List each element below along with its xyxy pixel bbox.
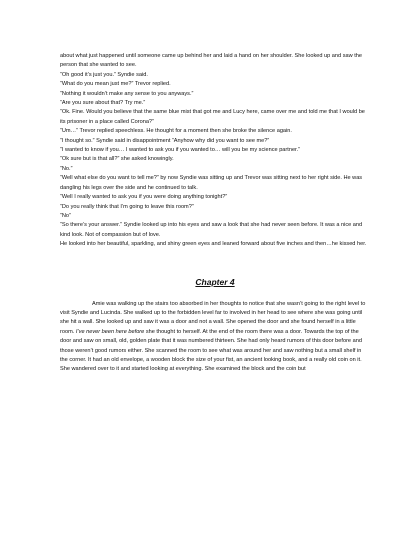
story-paragraph: “Ok. Fine. Would you believe that the same blue mist that got me and Lucy here, came over me and told me that I would be its prisoner in a place called Corona?” — [60, 109, 365, 125]
story-paragraph: “Ok sure but is that all?” she asked knowingly. — [60, 156, 174, 163]
story-paragraph: “Do you really think that I’m going to leave this room?” — [60, 203, 194, 210]
story-paragraph: “Nothing it wouldn’t make any sense to you anyways.” — [60, 90, 194, 97]
story-paragraph: about what just happened until someone came up behind her and laid a hand on her shoulder. She looked up and saw the person that she wanted to see. — [60, 53, 362, 69]
chapter-title: Chapter 4 — [195, 276, 235, 287]
story-paragraph: He looked into her beautiful, sparkling, and shiny green eyes and leaned forward about five inches and then…he kissed her. — [60, 241, 367, 248]
story-paragraph: “Um…” Trevor replied speechless. He thought for a moment then she broke the silence again. — [60, 128, 292, 135]
story-paragraph: “I wanted to know if you… I wanted to ask you if you wanted to… will you be my science partner.” — [60, 147, 301, 154]
story-paragraph: “No” — [60, 212, 71, 219]
story-paragraph: “No.” — [60, 165, 73, 172]
story-paragraph: “Well what else do you want to tell me?” by now Syndie was sitting up and Trevor was sitting next to her right side. He was dangling his legs over the side and he continued to talk. — [60, 175, 363, 191]
story-paragraph: “I thought so.” Syndie said in disappointment “Anyhow why did you want to see me?” — [60, 137, 270, 144]
chapter-body-text: Amie was walking up the stairs too absorbed in her thoughts to notice that she wasn’t going to the right level to visit Syndie and Lucinda. She walked up to the forbidden level far to involved in her head to see where she was going until she hit a wall. She looked up and saw it was a door and not a wall. She opened the door and she found herself in a little room. — [60, 300, 366, 335]
story-paragraph: “Well I really wanted to ask you if you were doing anything tonight?” — [60, 194, 228, 201]
document-page — [60, 52, 370, 375]
chapter-body-italic-text: I’ve never been here before — [75, 328, 145, 335]
story-paragraph: “Oh good it’s just you.” Syndie said. — [60, 71, 148, 78]
chapter-body — [60, 300, 370, 375]
story-paragraph: “What do you mean just me?” Trevor replied. — [60, 81, 171, 88]
story-paragraph: “Are you sure about that? Try me.” — [60, 100, 146, 107]
story-paragraph: “So there’s your answer.” Syndie looked up into his eyes and saw a look that she had never seen before. It was a nice and kind look. Not of compassion but of love. — [60, 222, 363, 238]
chapter-body-text-continued: she thought to herself. At the end of the room there was a door. Towards the top of the door and saw on small, old, golden plate that it was numbered thirteen. She had only heard rumors of this door before and those weren’t good rumors either. She scanned the room to see what was around her and saw nothing but a small shelf in the corner. It had an old envelope, a wooden block the size of your fist, an ancient looking book, and a really old coin on it. She wandered over to it and started looking at everything. She examined the block and the coin but — [60, 328, 362, 373]
